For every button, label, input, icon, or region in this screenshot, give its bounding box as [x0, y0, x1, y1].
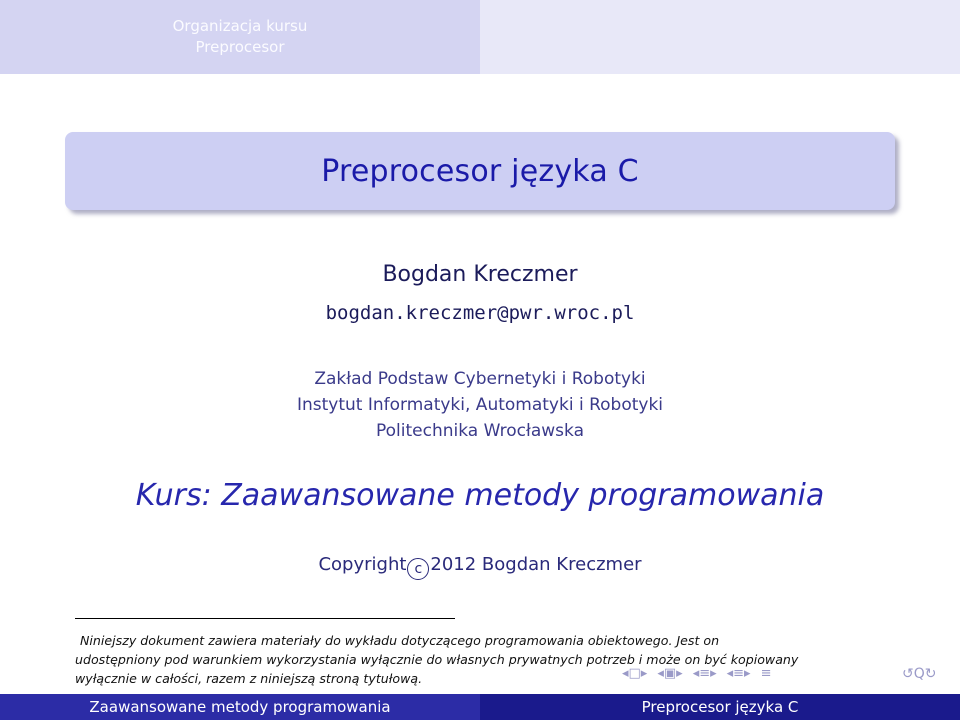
header-bar — [0, 0, 960, 74]
title-box — [65, 132, 895, 210]
subsection-back-icon[interactable]: ◂▣▸ — [657, 666, 683, 681]
institution-institute: Instytut Informatyki, Automatyki i Robotyki — [296, 395, 664, 415]
footer-course: Zaawansowane metody programowania — [89, 698, 391, 716]
footer-right — [480, 694, 960, 720]
copyright-word: Copyright — [318, 554, 407, 575]
course-name: Kurs: Zaawansowane metody programowania — [135, 478, 825, 513]
disclaimer-line-1: Niniejszy dokument zawiera materiały do wykładu dotyczącego programowania obiektowego. Jest on — [80, 633, 720, 648]
header-navigation — [0, 0, 480, 74]
copyright-text: 2012 Bogdan Kreczmer — [430, 554, 642, 575]
disclaimer-line-3: wyłącznie w całości, razem z niniejszą stroną tytułową. — [75, 671, 423, 686]
header-right — [480, 0, 960, 74]
slide-title: Preprocesor języka C — [321, 153, 639, 189]
beamer-navigation — [622, 666, 772, 681]
footnote-rule — [75, 618, 455, 619]
nav-section-link[interactable]: Organizacja kursu — [172, 17, 308, 35]
footer-bar — [0, 694, 960, 720]
institution-university: Politechnika Wrocławska — [376, 421, 584, 441]
section-back-icon[interactable]: ◂≡▸ — [692, 666, 717, 681]
footer-left — [0, 694, 480, 720]
frame-back-icon[interactable]: ◂□▸ — [622, 666, 648, 681]
footer-title: Preprocesor języka C — [641, 698, 799, 716]
author-name: Bogdan Kreczmer — [382, 262, 578, 287]
author-email: bogdan.kreczmer@pwr.wroc.pl — [325, 302, 635, 324]
copyright-line — [0, 554, 960, 580]
toc-icon[interactable]: ≡ — [760, 666, 772, 681]
disclaimer-line-2: udostępniony pod warunkiem wykorzystania wyłącznie do własnych prywatnych potrzeb i może on być kopiowany — [75, 652, 799, 667]
copyright-icon: c — [407, 558, 429, 580]
search-icon[interactable]: ↺Q↻ — [902, 666, 937, 682]
nav-subsection-link[interactable]: Preprocesor — [195, 38, 285, 56]
slide-back-icon[interactable]: ◂≡▸ — [726, 666, 751, 681]
institution-department: Zakład Podstaw Cybernetyki i Robotyki — [314, 369, 646, 389]
